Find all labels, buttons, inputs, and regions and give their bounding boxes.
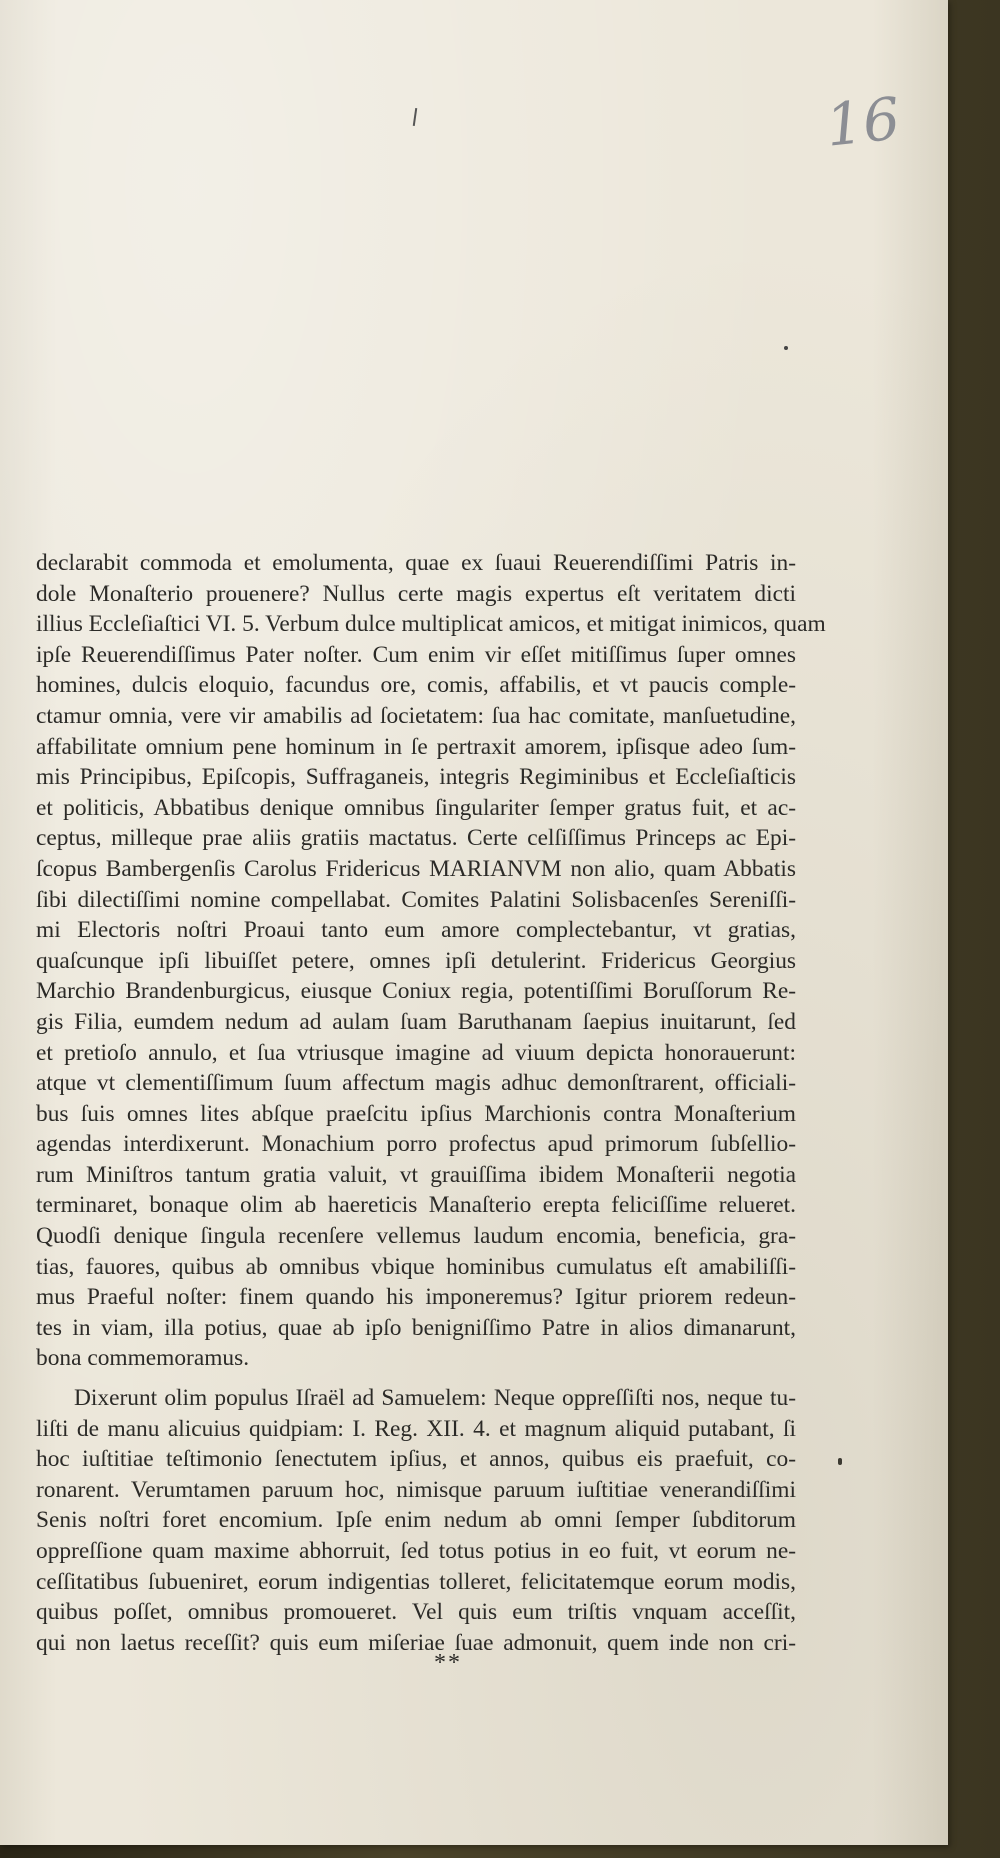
text-line: dole Monaſterio prouenere? Nullus certe magis expertus eſt veritatem dicti — [36, 580, 796, 607]
text-line: qui non laetus receſſit? quis eum miſeriae ſuae admonuit, quem inde non cri- — [36, 1629, 796, 1656]
text-line: affabilitate omnium pene hominum in ſe pertraxit amorem, ipſisque adeo ſum- — [36, 733, 796, 760]
text-line: oppreſſione quam maxime abhorruit, ſed totus potius in eo fuit, vt eorum ne- — [36, 1538, 796, 1564]
text-line: gis Filia, eumdem nedum ad aulam ſuam Baruthanam ſaepius inuitarunt, ſed — [36, 1008, 796, 1035]
text-line: quaſcunque ipſi libuiſſet petere, omnes ipſi detulerint. Fridericus Georgius — [36, 947, 796, 974]
text-line: ctamur omnia, vere vir amabilis ad ſocietatem: ſua hac comitate, manſuetudine, — [36, 702, 796, 729]
text-line: ſcopus Bambergenſis Carolus Fridericus MARIANVM non alio, quam Abbatis — [36, 855, 796, 882]
text-line: liſti de manu alicuius quidpiam: I. Reg. XII. 4. et magnum aliquid putabant, ſi — [36, 1415, 796, 1442]
text-line: atque vt clementiſſimum ſuum affectum magis adhuc demonſtrarent, officiali- — [36, 1070, 796, 1097]
text-line: quibus poſſet, omnibus promoueret. Vel quis eum triſtis vnquam acceſſit, — [36, 1599, 796, 1626]
text-line: mus Praeful noſter: finem quando his imponeremus? Igitur priorem redeun- — [36, 1284, 796, 1311]
text-line: et pretioſo annulo, et ſua vtriusque imagine ad viuum depicta honorauerunt: — [36, 1039, 796, 1066]
paragraph-2 — [36, 1383, 796, 1658]
text-line: illius Eccleſiaſtici VI. 5. Verbum dulce multiplicat amicos, et mitigat inimicos, quam — [36, 611, 826, 638]
text-line: bona commemoramus. — [36, 1345, 250, 1372]
text-line: mi Electoris noſtri Proaui tanto eum amore complectebantur, vt gratias, — [36, 917, 796, 944]
text-line: terminaret, bonaque olim ab haereticis Manaſterio erepta feliciſſime relueret. — [36, 1192, 796, 1219]
text-line: Marchio Brandenburgicus, eiusque Coniux regia, potentiſſimi Boruſſorum Re- — [36, 978, 796, 1005]
body-text — [36, 548, 826, 1658]
text-line: bus ſuis omnes lites abſque praeſcitu ipſius Marchionis contra Monaſterium — [36, 1100, 796, 1127]
text-line: rum Miniſtros tantum gratia valuit, vt grauiſſima ibidem Monaſterii negotia — [36, 1161, 796, 1188]
signature-mark: ** — [434, 1650, 462, 1676]
text-line: ceptus, milleque prae aliis gratiis mactatus. Certe celſiſſimus Princeps ac Epi- — [36, 825, 796, 852]
text-line: ceſſitatibus ſubueniret, eorum indigentias tolleret, felicitatemque eorum modis, — [36, 1568, 796, 1595]
text-line: Senis noſtri foret encomium. Ipſe enim nedum ab omni ſemper ſubditorum — [36, 1507, 796, 1534]
text-line: tias, fauores, quibus ab omnibus vbique hominibus cumulatus eſt amabiliſſi- — [36, 1253, 796, 1280]
text-line: hoc iuſtitiae teſtimonio ſenectutem ipſius, et annos, quibus eis praefuit, co- — [36, 1446, 796, 1473]
text-line: Quodſi denique ſingula recenſere vellemus laudum encomia, beneficia, gra- — [36, 1223, 796, 1250]
ink-dot-mark — [784, 346, 788, 350]
text-line: homines, dulcis eloquio, facundus ore, comis, affabilis, et vt paucis comple- — [36, 672, 796, 699]
text-line: et politicis, Abbatibus denique omnibus ſingulariter ſemper gratus fuit, et ac- — [36, 794, 796, 821]
paragraph-1 — [36, 548, 826, 1374]
ink-edge-mark — [838, 1458, 842, 1465]
text-line: ipſe Reuerendiſſimus Pater noſter. Cum enim vir eſſet mitiſſimus ſuper omnes — [36, 641, 796, 668]
text-line: agendas interdixerunt. Monachium porro profectus apud primorum ſubſellio- — [36, 1131, 796, 1158]
text-line: mis Principibus, Epiſcopis, Suffraganeis, integris Regiminibus et Eccleſiaſticis — [36, 764, 796, 791]
text-line: Dixerunt olim populus Iſraël ad Samuelem: Neque oppreſſiſti nos, neque tu- — [74, 1385, 796, 1412]
ink-tick-mark — [413, 108, 417, 126]
text-line: tes in viam, illa potius, quae ab ipſo benigniſſimo Patre in alios dimanarunt, — [36, 1314, 796, 1341]
text-line: ronarent. Verumtamen paruum hoc, nimisque paruum iuſtitiae venerandiſſimi — [36, 1476, 796, 1503]
handwritten-page-number: 16 — [822, 84, 904, 160]
text-line: ſibi dilectiſſimi nomine compellabat. Comites Palatini Solisbacenſes Sereniſſi- — [36, 886, 796, 913]
text-line: declarabit commoda et emolumenta, quae ex ſuaui Reuerendiſſimi Patris in- — [36, 550, 796, 576]
